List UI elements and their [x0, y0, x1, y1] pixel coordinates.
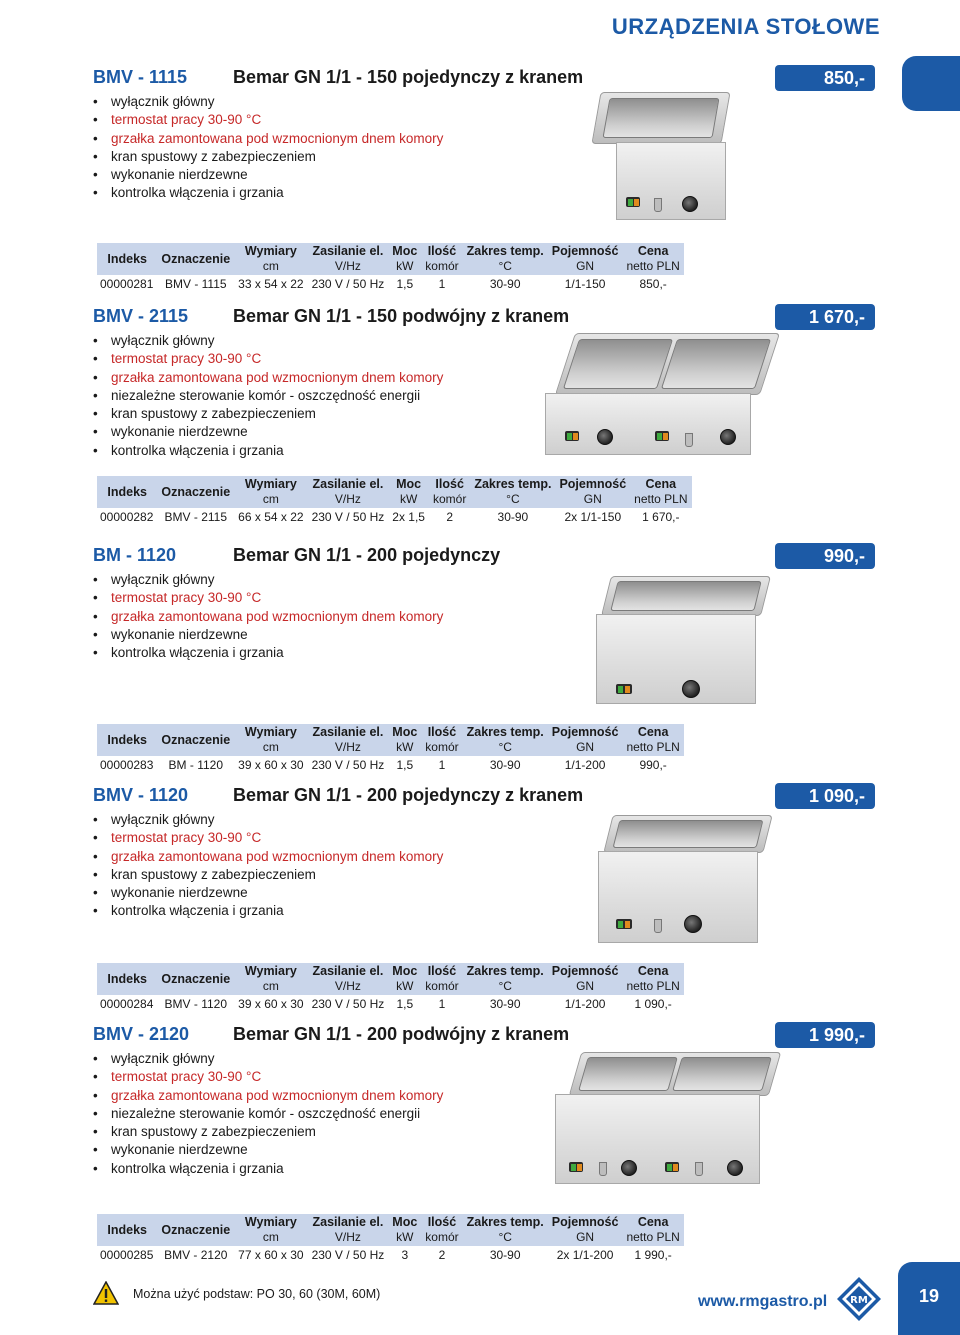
feature-item: • termostat pracy 30-90 °C [93, 829, 883, 847]
product-name: Bemar GN 1/1 - 200 podwójny z kranem [233, 1024, 570, 1044]
table-row: 00000285 BMV - 2120 77 x 60 x 30 230 V / 50 Hz 3 2 30-90 2x 1/1-200 1 990,- [100, 1248, 672, 1262]
feature-item: • kontrolka włączenia i grzania [93, 902, 883, 920]
col-header: Moc kW [388, 243, 421, 275]
col-header: Ilość komór [421, 1214, 462, 1246]
col-header: Indeks [97, 724, 157, 756]
feature-item: • kontrolka włączenia i grzania [93, 184, 883, 202]
feature-item: • kran spustowy z zabezpieczeniem [93, 1123, 883, 1141]
feature-item: • wyłącznik główny [93, 571, 883, 589]
col-header: Ilość komór [421, 963, 462, 995]
feature-item: • niezależne sterowanie komór - oszczędność energii [93, 387, 883, 405]
footer-note: Można użyć podstaw: PO 30, 60 (30M, 60M) [133, 1287, 381, 1301]
feature-item: • grzałka zamontowana pod wzmocnionym dnem komory [93, 608, 883, 626]
feature-item: • grzałka zamontowana pod wzmocnionym dnem komory [93, 130, 883, 148]
col-header: Pojemność GN [555, 476, 630, 508]
product-image [545, 333, 775, 463]
feature-item: • grzałka zamontowana pod wzmocnionym dnem komory [93, 848, 883, 866]
col-header: Oznaczenie [157, 1214, 234, 1246]
product-name: Bemar GN 1/1 - 150 pojedynczy z kranem [233, 67, 584, 87]
feature-item: • wykonanie nierdzewne [93, 884, 883, 902]
feature-item: • wyłącznik główny [93, 1050, 883, 1068]
col-header: Zakres temp. °C [463, 724, 548, 756]
price-badge: 1 670,- [775, 304, 875, 330]
price-badge: 1 990,- [775, 1022, 875, 1048]
col-header: Wymiary cm [234, 243, 307, 275]
feature-item: • kontrolka włączenia i grzania [93, 442, 883, 460]
col-header: Wymiary cm [234, 476, 307, 508]
col-header: Ilość komór [421, 724, 462, 756]
page-number-tab [898, 1262, 960, 1335]
product-code: BM - 1120 [93, 545, 177, 565]
spec-table [97, 243, 684, 293]
col-header: Zasilanie el. V/Hz [308, 1214, 389, 1246]
feature-item: • wykonanie nierdzewne [93, 423, 883, 441]
product-name: Bemar GN 1/1 - 200 pojedynczy z kranem [233, 785, 584, 805]
spec-table [97, 724, 684, 774]
table-row: 00000282 BMV - 2115 66 x 54 x 22 230 V / 50 Hz 2x 1,5 2 30-90 2x 1/1-150 1 670,- [100, 510, 680, 524]
product-code: BMV - 1120 [93, 785, 189, 805]
col-header: Moc kW [388, 963, 421, 995]
spec-table [97, 1214, 684, 1264]
feature-item: • wyłącznik główny [93, 93, 883, 111]
col-header: Pojemność GN [548, 243, 623, 275]
warning-triangle-icon [93, 1281, 119, 1305]
col-header: Indeks [97, 1214, 157, 1246]
feature-item: • niezależne sterowanie komór - oszczędność energii [93, 1105, 883, 1123]
col-header: Indeks [97, 243, 157, 275]
col-header: Pojemność GN [548, 724, 623, 756]
col-header: Moc kW [388, 1214, 421, 1246]
feature-item: • kontrolka włączenia i grzania [93, 1160, 883, 1178]
col-header: Cena netto PLN [622, 243, 683, 275]
price-badge: 1 090,- [775, 783, 875, 809]
feature-list [93, 93, 883, 203]
col-header: Indeks [97, 476, 157, 508]
col-header: Cena netto PLN [630, 476, 691, 508]
feature-item: • kran spustowy z zabezpieczeniem [93, 866, 883, 884]
col-header: Oznaczenie [157, 963, 234, 995]
col-header: Pojemność GN [548, 963, 623, 995]
table-row: 00000284 BMV - 1120 39 x 60 x 30 230 V / 50 Hz 1,5 1 30-90 1/1-200 1 090,- [100, 997, 672, 1011]
col-header: Zakres temp. °C [463, 963, 548, 995]
side-tab [902, 56, 960, 111]
price-badge: 990,- [775, 543, 875, 569]
product-image [555, 1052, 780, 1192]
product-code: BMV - 2115 [93, 306, 189, 326]
col-header: Cena netto PLN [622, 963, 683, 995]
product-image [596, 92, 741, 227]
table-row: 00000281 BMV - 1115 33 x 54 x 22 230 V / 50 Hz 1,5 1 30-90 1/1-150 850,- [100, 277, 667, 291]
feature-item: • termostat pracy 30-90 °C [93, 350, 883, 368]
col-header: Oznaczenie [157, 724, 234, 756]
col-header: Indeks [97, 963, 157, 995]
feature-item: • kran spustowy z zabezpieczeniem [93, 148, 883, 166]
product-image [598, 815, 773, 950]
col-header: Zakres temp. °C [470, 476, 555, 508]
product-code: BMV - 1115 [93, 67, 188, 87]
col-header: Wymiary cm [234, 1214, 307, 1246]
rm-gastro-logo [836, 1276, 882, 1322]
col-header: Ilość komór [421, 243, 462, 275]
feature-item: • grzałka zamontowana pod wzmocnionym dnem komory [93, 369, 883, 387]
col-header: Cena netto PLN [622, 1214, 683, 1246]
feature-item: • wykonanie nierdzewne [93, 166, 883, 184]
feature-item: • termostat pracy 30-90 °C [93, 1068, 883, 1086]
col-header: Wymiary cm [234, 724, 307, 756]
feature-item: • wykonanie nierdzewne [93, 1141, 883, 1159]
product-name: Bemar GN 1/1 - 200 pojedynczy [233, 545, 501, 565]
product-code: BMV - 2120 [93, 1024, 190, 1044]
price-badge: 850,- [775, 65, 875, 91]
feature-item: • grzałka zamontowana pod wzmocnionym dnem komory [93, 1087, 883, 1105]
product-image [596, 576, 776, 711]
product-section [93, 67, 883, 203]
col-header: Oznaczenie [157, 476, 234, 508]
col-header: Pojemność GN [548, 1214, 623, 1246]
table-row: 00000283 BM - 1120 39 x 60 x 30 230 V / 50 Hz 1,5 1 30-90 1/1-200 990,- [100, 758, 667, 772]
feature-item: • kontrolka włączenia i grzania [93, 644, 883, 662]
col-header: Zakres temp. °C [463, 1214, 548, 1246]
col-header: Zasilanie el. V/Hz [308, 476, 389, 508]
feature-item: • termostat pracy 30-90 °C [93, 111, 883, 129]
col-header: Zakres temp. °C [463, 243, 548, 275]
feature-item: • termostat pracy 30-90 °C [93, 589, 883, 607]
col-header: Moc kW [388, 476, 429, 508]
col-header: Oznaczenie [157, 243, 234, 275]
page-category-title: URZĄDZENIA STOŁOWE [611, 14, 880, 39]
col-header: Zasilanie el. V/Hz [308, 724, 389, 756]
feature-item: • wyłącznik główny [93, 332, 883, 350]
feature-item: • wyłącznik główny [93, 811, 883, 829]
spec-table [97, 476, 692, 526]
col-header: Zasilanie el. V/Hz [308, 243, 389, 275]
product-name: Bemar GN 1/1 - 150 podwójny z kranem [233, 306, 570, 326]
col-header: Cena netto PLN [622, 724, 683, 756]
spec-table [97, 963, 684, 1013]
feature-item: • kran spustowy z zabezpieczeniem [93, 405, 883, 423]
col-header: Zasilanie el. V/Hz [308, 963, 389, 995]
feature-item: • wykonanie nierdzewne [93, 626, 883, 644]
website-link[interactable]: www.rmgastro.pl [698, 1293, 828, 1310]
col-header: Moc kW [388, 724, 421, 756]
svg-text:RM: RM [850, 1295, 868, 1306]
col-header: Wymiary cm [234, 963, 307, 995]
page-number: 19 [918, 1286, 940, 1306]
col-header: Ilość komór [429, 476, 470, 508]
